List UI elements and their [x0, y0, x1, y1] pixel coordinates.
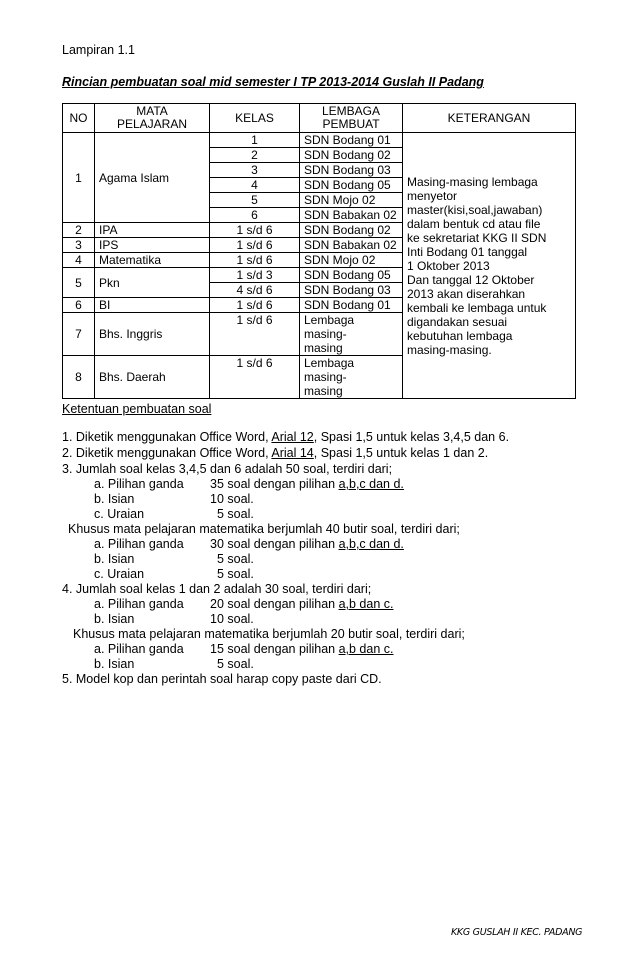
row-grade: 5 — [210, 193, 300, 208]
row-grade: 1 s/d 6 — [210, 253, 300, 268]
rule-5: 5. Model kop dan perintah soal harap copy paste dari CD. — [62, 672, 382, 686]
footer-organization: KKG GUSLAH II KEC. PADANG — [451, 927, 583, 938]
row-maker: SDN Babakan 02 — [300, 208, 403, 223]
assignment-table — [62, 103, 576, 399]
row-subject: Bhs. Daerah — [95, 356, 210, 399]
row-maker: SDN Bodang 03 — [300, 163, 403, 178]
table-row — [63, 133, 576, 148]
row-no: 4 — [63, 253, 95, 268]
row-grade: 1 s/d 6 — [210, 238, 300, 253]
row-maker: SDN Mojo 02 — [300, 253, 403, 268]
header-grade: KELAS — [210, 104, 300, 133]
row-maker: SDN Bodang 02 — [300, 223, 403, 238]
row-no: 2 — [63, 223, 95, 238]
row-maker: Lembaga masing- masing — [300, 356, 403, 399]
rule-3mc-value: 5 soal. — [217, 567, 254, 581]
rule-3mb-value: 5 soal. — [217, 552, 254, 566]
document-title: Rincian pembuatan soal mid semester I TP 2013-2014 Guslah II Padang — [62, 75, 484, 89]
rule-3a-label: a. Pilihan ganda — [94, 477, 184, 491]
row-subject: Agama Islam — [95, 133, 210, 223]
row-no: 5 — [63, 268, 95, 298]
row-maker: Lembaga masing- masing — [300, 313, 403, 356]
row-maker: SDN Bodang 01 — [300, 298, 403, 313]
row-grade: 1 — [210, 133, 300, 148]
row-no: 7 — [63, 313, 95, 356]
rule-4mb-label: b. Isian — [94, 657, 135, 671]
row-no: 3 — [63, 238, 95, 253]
rules-heading: Ketentuan pembuatan soal — [62, 402, 212, 416]
rule-4b-value: 10 soal. — [210, 612, 254, 626]
row-maker: SDN Babakan 02 — [300, 238, 403, 253]
rule-4ma-value: 15 soal dengan pilihan a,b dan c. — [210, 642, 394, 656]
note-cell: Masing-masing lembaga menyetor master(kisi,soal,jawaban) dalam bentuk cd atau file ke sekretariat KKG II SDN Inti Bodang 01 tanggal 1 Oktober 2013 Dan tanggal 12 Oktober 2013 akan diserahkan kembali ke lembaga untuk digandakan sesuai kebutuhan lembaga masing-masing. — [403, 133, 576, 399]
row-no: 8 — [63, 356, 95, 399]
row-subject: IPA — [95, 223, 210, 238]
row-grade: 1 s/d 6 — [210, 313, 300, 356]
row-maker: SDN Bodang 05 — [300, 178, 403, 193]
header-maker: LEMBAGA PEMBUAT — [300, 104, 403, 133]
rule-3mc-label: c. Uraian — [94, 567, 145, 581]
header-no: NO — [63, 104, 95, 133]
rule-3mb-label: b. Isian — [94, 552, 135, 566]
row-maker: SDN Mojo 02 — [300, 193, 403, 208]
attachment-label: Lampiran 1.1 — [62, 43, 135, 57]
row-subject: Matematika — [95, 253, 210, 268]
row-maker: SDN Bodang 05 — [300, 268, 403, 283]
row-maker: SDN Bodang 02 — [300, 148, 403, 163]
rule-4a-label: a. Pilihan ganda — [94, 597, 184, 611]
row-grade: 1 s/d 6 — [210, 298, 300, 313]
rule-3c-label: c. Uraian — [94, 507, 145, 521]
rule-3a-value: 35 soal dengan pilihan a,b,c dan d. — [210, 477, 404, 491]
row-subject: Pkn — [95, 268, 210, 298]
row-grade: 2 — [210, 148, 300, 163]
row-grade: 6 — [210, 208, 300, 223]
row-maker: SDN Bodang 03 — [300, 283, 403, 298]
row-subject: BI — [95, 298, 210, 313]
rule-4: 4. Jumlah soal kelas 1 dan 2 adalah 30 soal, terdiri dari; — [62, 582, 372, 596]
rule-4b-label: b. Isian — [94, 612, 135, 626]
rule-3c-value: 5 soal. — [217, 507, 254, 521]
row-subject: IPS — [95, 238, 210, 253]
row-grade: 1 s/d 3 — [210, 268, 300, 283]
row-grade: 4 s/d 6 — [210, 283, 300, 298]
row-grade: 3 — [210, 163, 300, 178]
rule-3b-value: 10 soal. — [210, 492, 254, 506]
rule-4mb-value: 5 soal. — [217, 657, 254, 671]
rule-1: 1. Diketik menggunakan Office Word, Arial 12, Spasi 1,5 untuk kelas 3,4,5 dan 6. — [62, 430, 510, 444]
rule-2: 2. Diketik menggunakan Office Word, Arial 14, Spasi 1,5 untuk kelas 1 dan 2. — [62, 446, 489, 460]
rule-4ma-label: a. Pilihan ganda — [94, 642, 184, 656]
row-grade: 1 s/d 6 — [210, 356, 300, 399]
header-subject: MATA PELAJARAN — [95, 104, 210, 133]
row-maker: SDN Bodang 01 — [300, 133, 403, 148]
header-note: KETERANGAN — [403, 104, 576, 133]
rule-3-math: Khusus mata pelajaran matematika berjumlah 40 butir soal, terdiri dari; — [68, 522, 460, 536]
rule-4-math: Khusus mata pelajaran matematika berjumlah 20 butir soal, terdiri dari; — [73, 627, 465, 641]
rule-3: 3. Jumlah soal kelas 3,4,5 dan 6 adalah 50 soal, terdiri dari; — [62, 462, 393, 476]
rule-4a-value: 20 soal dengan pilihan a,b dan c. — [210, 597, 394, 611]
rule-3ma-value: 30 soal dengan pilihan a,b,c dan d. — [210, 537, 404, 551]
row-subject: Bhs. Inggris — [95, 313, 210, 356]
table-header-row — [63, 104, 576, 133]
rule-3ma-label: a. Pilihan ganda — [94, 537, 184, 551]
row-no: 6 — [63, 298, 95, 313]
row-no: 1 — [63, 133, 95, 223]
row-grade: 1 s/d 6 — [210, 223, 300, 238]
rule-3b-label: b. Isian — [94, 492, 135, 506]
row-grade: 4 — [210, 178, 300, 193]
